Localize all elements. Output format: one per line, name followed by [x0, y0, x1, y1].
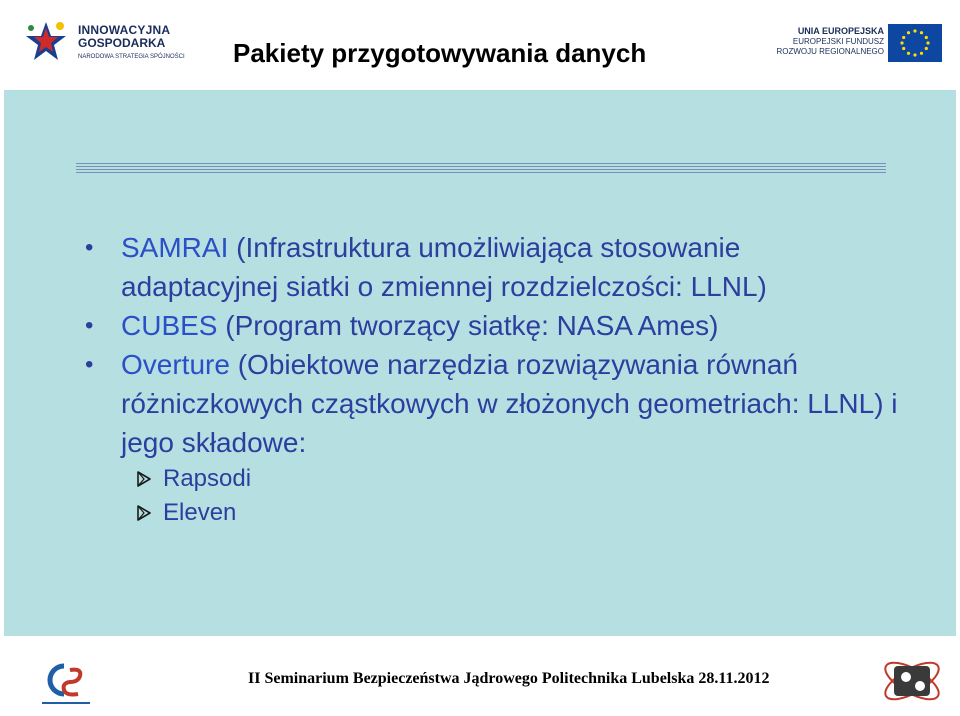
bullet-overture	[85, 345, 905, 462]
arrow-bullet-icon	[135, 462, 153, 496]
bullet-lead: Overture	[121, 349, 230, 380]
subitem-label: Rapsodi	[163, 465, 252, 492]
cs-logo-icon	[38, 658, 94, 710]
bullet-lead: CUBES	[121, 310, 218, 341]
arrow-bullet-icon	[135, 496, 153, 530]
eu-flag-icon	[888, 24, 942, 62]
slide-footer	[0, 636, 960, 716]
bullet-text: (Obiektowe narzędzia rozwiązywania równań różniczkowych cząstkowych w złożonych geometriach: LLNL) i jego składowe:	[121, 349, 898, 458]
bullet-cubes	[85, 306, 905, 345]
star-logo-icon	[22, 18, 70, 66]
bullet-dot-icon: •	[85, 312, 94, 339]
subitem-eleven	[85, 496, 905, 530]
bullet-lead: SAMRAI	[121, 232, 229, 263]
eu-line-1: UNIA EUROPEJSKA	[797, 26, 884, 36]
bullet-text: (Infrastruktura umożliwiająca stosowanie adaptacyjnej siatki o zmiennej rozdzielczości: LLNL)	[121, 232, 767, 302]
bullet-dot-icon: •	[85, 234, 94, 261]
bullet-text: (Program tworzący siatkę: NASA Ames)	[217, 310, 719, 341]
logo-line-1: INNOWACYJNA	[78, 23, 171, 37]
logo-line-2: GOSPODARKA	[78, 36, 166, 50]
footer-text: II Seminarium Bezpieczeństwa Jądrowego Politechnika Lubelska 28.11.2012	[248, 670, 770, 687]
bullet-list	[85, 228, 905, 530]
bullet-dot-icon: •	[85, 351, 94, 378]
slide-title: Pakiety przygotowywania danych	[233, 38, 647, 68]
innowacyjna-gospodarka-logo	[22, 18, 185, 68]
eu-line-3: ROZWOJU REGIONALNEGO	[776, 47, 884, 56]
decorative-stripes	[76, 163, 886, 173]
logo-line-3: NARODOWA STRATEGIA SPÓJNOŚCI	[78, 54, 185, 60]
bullet-samrai	[85, 228, 905, 306]
ncbj-logo-icon	[878, 650, 946, 712]
eu-line-2: EUROPEJSKI FUNDUSZ	[792, 37, 884, 46]
subitem-label: Eleven	[163, 499, 237, 526]
slide-header	[0, 0, 960, 90]
eu-logo	[776, 22, 950, 66]
subitem-rapsodi	[85, 462, 905, 496]
